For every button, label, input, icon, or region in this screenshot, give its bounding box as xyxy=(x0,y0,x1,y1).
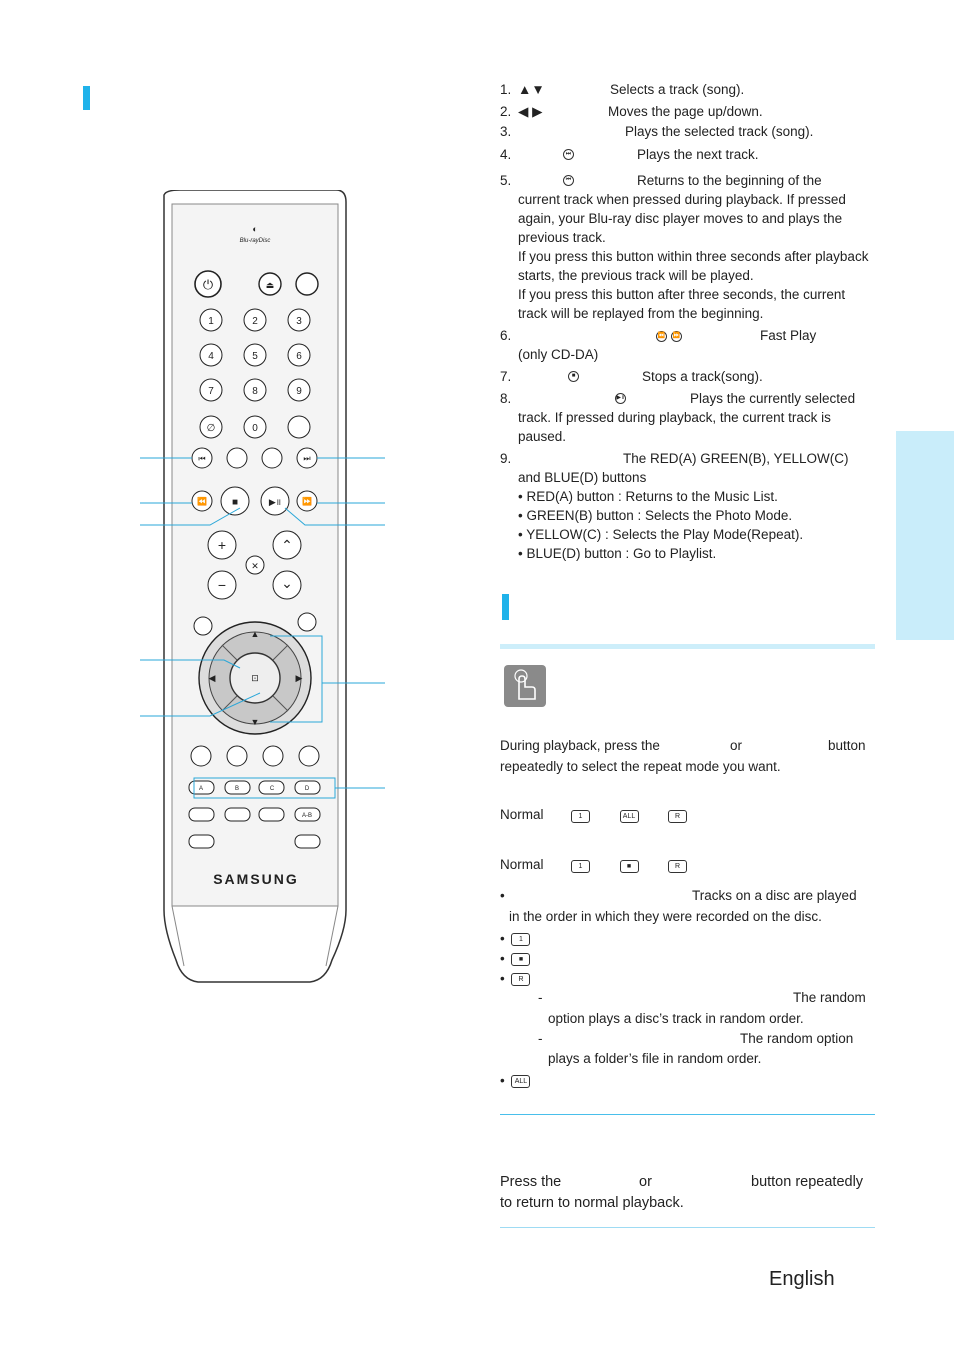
next-track-icon: ⏭ xyxy=(563,149,574,160)
normal-bullet: • Tracks on a disc are played xyxy=(500,888,857,903)
svg-text:+: + xyxy=(217,537,227,553)
svg-text:0: 0 xyxy=(252,423,258,434)
svg-text:⏻: ⏻ xyxy=(202,277,214,292)
repeat-all-icon: ALL xyxy=(620,810,639,823)
svg-text:−: − xyxy=(217,577,227,593)
svg-text:⏭: ⏭ xyxy=(303,454,311,463)
random-icon: R xyxy=(511,973,530,986)
svg-text:⌃: ⌃ xyxy=(281,537,293,553)
svg-text:B: B xyxy=(234,786,240,792)
disc-logo: Blu-rayDisc xyxy=(239,238,271,244)
step-4: 4. ⏭ Plays the next track. xyxy=(500,147,759,162)
svg-text:⏪: ⏪ xyxy=(197,497,207,506)
svg-text:✕: ✕ xyxy=(251,561,259,571)
svg-text:◐: ◐ xyxy=(252,224,258,234)
svg-text:⏮: ⏮ xyxy=(198,454,206,463)
step-9: 9. The RED(A) GREEN(B), YELLOW(C) and BLUE(D) buttons • RED(A) button : Returns to the Music List. • GREEN(B) button : Selects the Photo Mode. • YELLOW(C) : Selects the Play Mode(Repeat). • BLUE(D) button : Go to Playlist. xyxy=(500,451,849,561)
repeat-folder-icon: ■ xyxy=(620,860,639,873)
random-bullet: • R xyxy=(500,969,533,988)
previous-track-icon: ⏮ xyxy=(563,175,574,186)
svg-text:9: 9 xyxy=(296,386,302,397)
hand-icon xyxy=(504,665,546,707)
svg-text:▼: ▼ xyxy=(250,717,260,727)
step-8: 8. ▶॥ Plays the currently selected track. If pressed during playback, the current track is paused. xyxy=(500,391,856,444)
random-icon: R xyxy=(668,860,687,873)
random-folder: - The random option xyxy=(538,1031,854,1046)
repeat-all-icon: ALL xyxy=(511,1075,530,1088)
page-language: English xyxy=(769,1268,835,1290)
repeat-track-icon: 1 xyxy=(571,810,590,823)
repeat-track-bullet: • 1 xyxy=(500,929,533,948)
svg-text:7: 7 xyxy=(208,386,214,397)
svg-text:■: ■ xyxy=(231,497,239,508)
search-icons: ⏪ ⏩ xyxy=(654,326,684,345)
repeat-sequence-2: Normal 1 ■ R xyxy=(500,855,544,874)
divider xyxy=(500,1227,875,1228)
divider xyxy=(500,1114,875,1115)
random-icon: R xyxy=(668,810,687,823)
svg-text:▶: ▶ xyxy=(295,673,303,683)
side-tab xyxy=(896,431,954,640)
repeat-track-icon: 1 xyxy=(571,860,590,873)
svg-text:⊡: ⊡ xyxy=(251,673,259,683)
repeat-sequence-1: Normal 1 ALL R xyxy=(500,805,544,824)
svg-text:C: C xyxy=(269,786,275,792)
remote-control-illustration xyxy=(140,190,390,985)
section-marker xyxy=(502,594,509,620)
repeat-folder-icon: ■ xyxy=(511,953,530,966)
svg-text:2: 2 xyxy=(252,316,258,327)
svg-text:∅: ∅ xyxy=(206,423,216,434)
repeat-intro: During playback, press the or button xyxy=(500,738,866,753)
svg-text:4: 4 xyxy=(208,351,214,362)
section-rule xyxy=(500,644,875,649)
step-3: 3. Plays the selected track (song). xyxy=(500,124,814,139)
play-pause-icon: ▶॥ xyxy=(615,393,626,404)
svg-text:A-B: A-B xyxy=(301,813,313,819)
svg-text:▶॥: ▶॥ xyxy=(268,497,282,507)
svg-text:⌄: ⌄ xyxy=(281,575,293,591)
step-1: 1. ▲▼ Selects a track (song). xyxy=(500,82,745,97)
svg-text:D: D xyxy=(304,786,310,792)
repeat-all-bullet: • ALL xyxy=(500,1071,533,1090)
svg-text:1: 1 xyxy=(208,316,214,327)
svg-text:6: 6 xyxy=(296,351,302,362)
svg-text:8: 8 xyxy=(252,386,258,397)
svg-text:▲: ▲ xyxy=(250,629,260,639)
stop-icon: ■ xyxy=(568,371,579,382)
brand-logo: SAMSUNG xyxy=(213,871,299,887)
cancel-repeat: Press the or button repeatedly to return to normal playback. xyxy=(500,1174,864,1211)
repeat-folder-bullet: • ■ xyxy=(500,949,533,968)
random-disc: - The random xyxy=(538,990,866,1005)
step-5: 5. ⏮ Returns to the beginning of the current track when pressed during playback. If pressed again, your Blu-ray disc player moves to and plays the previous track. If you press this button within three seconds after playback starts, the previous track will be played. If you press this button after three seconds, the current track will be replayed from the beginning. xyxy=(500,173,869,321)
svg-text:5: 5 xyxy=(252,351,258,362)
svg-text:⏏: ⏏ xyxy=(265,280,275,290)
step-2: 2. ◀ ▶ Moves the page up/down. xyxy=(500,104,763,119)
svg-text:A: A xyxy=(198,786,204,792)
svg-text:⏩: ⏩ xyxy=(302,497,312,506)
svg-text:3: 3 xyxy=(296,316,302,327)
step-7: 7. ■ Stops a track(song). xyxy=(500,369,763,384)
section-marker xyxy=(83,86,90,110)
repeat-track-icon: 1 xyxy=(511,933,530,946)
step-6: 6. ⏪ ⏩ Fast Play (only CD-DA) xyxy=(500,328,817,362)
svg-text:◀: ◀ xyxy=(208,673,216,683)
